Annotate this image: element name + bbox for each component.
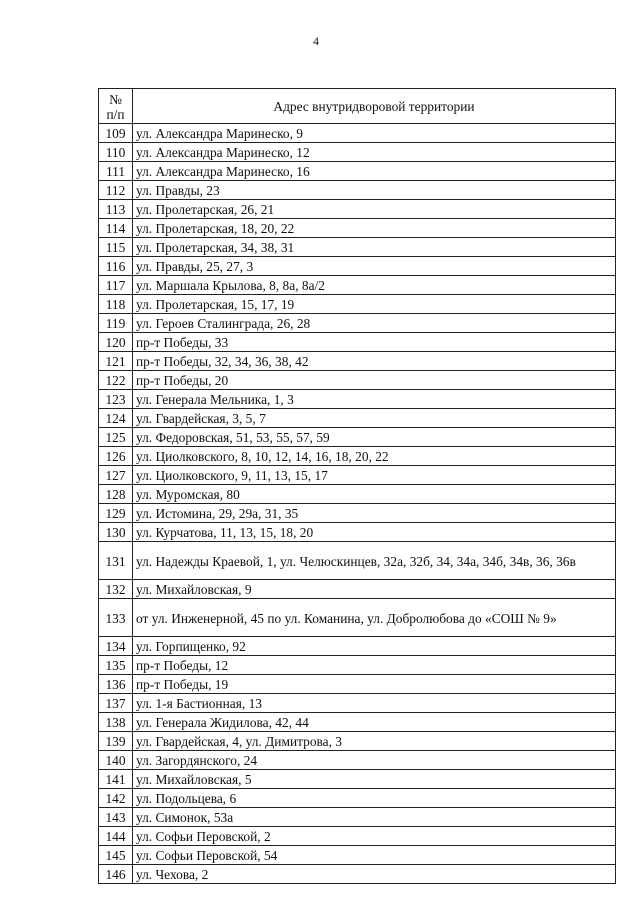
table-row: [99, 713, 616, 732]
row-number: 115: [99, 238, 133, 257]
row-number: 123: [99, 390, 133, 409]
row-address: ул. Пролетарская, 26, 21: [133, 200, 616, 219]
header-number-sign: №: [109, 91, 122, 107]
row-number: 135: [99, 656, 133, 675]
row-address: ул. Александра Маринеско, 16: [133, 162, 616, 181]
row-number: 144: [99, 827, 133, 846]
row-address: ул. Циолковского, 9, 11, 13, 15, 17: [133, 466, 616, 485]
table-row: [99, 428, 616, 447]
table-row: [99, 637, 616, 656]
table-row: [99, 447, 616, 466]
row-address: ул. 1-я Бастионная, 13: [133, 694, 616, 713]
table-row: [99, 656, 616, 675]
row-number: 146: [99, 865, 133, 884]
row-number: 138: [99, 713, 133, 732]
row-address: ул. Загордянского, 24: [133, 751, 616, 770]
row-address: ул. Софьи Перовской, 2: [133, 827, 616, 846]
row-address: ул. Горпищенко, 92: [133, 637, 616, 656]
row-number: 125: [99, 428, 133, 447]
table-row: [99, 371, 616, 390]
row-number: 131: [99, 542, 133, 580]
header-number-abbr: п/п: [106, 106, 125, 122]
header-address: Адрес внутридворовой территории: [133, 89, 616, 124]
table-row: [99, 143, 616, 162]
table-row: [99, 542, 616, 580]
table-row: [99, 352, 616, 371]
row-address: пр-т Победы, 33: [133, 333, 616, 352]
table-row: [99, 181, 616, 200]
row-address: ул. Софьи Перовской, 54: [133, 846, 616, 865]
table-row: [99, 409, 616, 428]
row-number: 143: [99, 808, 133, 827]
table-row: [99, 504, 616, 523]
row-address: ул. Гвардейская, 3, 5, 7: [133, 409, 616, 428]
row-address: ул. Правды, 23: [133, 181, 616, 200]
table-row: [99, 694, 616, 713]
row-address: ул. Михайловская, 5: [133, 770, 616, 789]
row-address: ул. Генерала Жидилова, 42, 44: [133, 713, 616, 732]
table-row: [99, 466, 616, 485]
row-number: 128: [99, 485, 133, 504]
row-number: 132: [99, 580, 133, 599]
table-row: [99, 580, 616, 599]
row-address: ул. Подольцева, 6: [133, 789, 616, 808]
row-address: пр-т Победы, 20: [133, 371, 616, 390]
table-row: [99, 846, 616, 865]
table-row: [99, 751, 616, 770]
row-number: 129: [99, 504, 133, 523]
row-number: 130: [99, 523, 133, 542]
row-number: 110: [99, 143, 133, 162]
table-row: [99, 162, 616, 181]
table-row: [99, 219, 616, 238]
row-number: 141: [99, 770, 133, 789]
row-address: ул. Пролетарская, 15, 17, 19: [133, 295, 616, 314]
table-row: [99, 732, 616, 751]
table-row: [99, 124, 616, 143]
header-row: [99, 89, 616, 124]
row-address: ул. Михайловская, 9: [133, 580, 616, 599]
row-address: ул. Героев Сталинграда, 26, 28: [133, 314, 616, 333]
row-number: 137: [99, 694, 133, 713]
table-header: [99, 89, 616, 124]
table-row: [99, 827, 616, 846]
row-address: ул. Федоровская, 51, 53, 55, 57, 59: [133, 428, 616, 447]
row-number: 134: [99, 637, 133, 656]
row-number: 119: [99, 314, 133, 333]
table-row: [99, 675, 616, 694]
row-address: ул. Муромская, 80: [133, 485, 616, 504]
row-address: ул. Пролетарская, 18, 20, 22: [133, 219, 616, 238]
row-address: ул. Пролетарская, 34, 38, 31: [133, 238, 616, 257]
row-address: ул. Правды, 25, 27, 3: [133, 257, 616, 276]
table-row: [99, 808, 616, 827]
row-address: ул. Александра Маринеско, 9: [133, 124, 616, 143]
row-address: ул. Генерала Мельника, 1, 3: [133, 390, 616, 409]
row-address: ул. Маршала Крылова, 8, 8а, 8а/2: [133, 276, 616, 295]
table-row: [99, 238, 616, 257]
table-row: [99, 865, 616, 884]
row-address: пр-т Победы, 19: [133, 675, 616, 694]
row-number: 126: [99, 447, 133, 466]
row-address: ул. Циолковского, 8, 10, 12, 14, 16, 18, 20, 22: [133, 447, 616, 466]
row-number: 109: [99, 124, 133, 143]
row-address: ул. Гвардейская, 4, ул. Димитрова, 3: [133, 732, 616, 751]
row-number: 113: [99, 200, 133, 219]
table-row: [99, 276, 616, 295]
table-row: [99, 485, 616, 504]
row-address: ул. Курчатова, 11, 13, 15, 18, 20: [133, 523, 616, 542]
table-body: [99, 124, 616, 884]
table-row: [99, 257, 616, 276]
address-table: [98, 88, 616, 884]
table-row: [99, 523, 616, 542]
row-number: 114: [99, 219, 133, 238]
table-row: [99, 770, 616, 789]
row-number: 136: [99, 675, 133, 694]
row-number: 111: [99, 162, 133, 181]
row-number: 127: [99, 466, 133, 485]
row-number: 140: [99, 751, 133, 770]
table-row: [99, 789, 616, 808]
row-address: ул. Чехова, 2: [133, 865, 616, 884]
row-number: 139: [99, 732, 133, 751]
row-number: 122: [99, 371, 133, 390]
table-row: [99, 295, 616, 314]
row-number: 124: [99, 409, 133, 428]
header-number: [99, 89, 133, 124]
row-number: 133: [99, 599, 133, 637]
row-address: пр-т Победы, 12: [133, 656, 616, 675]
table-row: [99, 314, 616, 333]
row-number: 118: [99, 295, 133, 314]
table-row: [99, 333, 616, 352]
table-row: [99, 599, 616, 637]
row-address: ул. Симонок, 53а: [133, 808, 616, 827]
row-address: ул. Александра Маринеско, 12: [133, 143, 616, 162]
row-number: 117: [99, 276, 133, 295]
table-row: [99, 200, 616, 219]
row-number: 121: [99, 352, 133, 371]
page-number: 4: [313, 34, 319, 48]
row-address: ул. Надежды Краевой, 1, ул. Челюскинцев, 32а, 32б, 34, 34а, 34б, 34в, 36, 36в: [133, 542, 616, 580]
row-number: 116: [99, 257, 133, 276]
table-row: [99, 390, 616, 409]
row-number: 142: [99, 789, 133, 808]
row-number: 112: [99, 181, 133, 200]
row-address: ул. Истомина, 29, 29а, 31, 35: [133, 504, 616, 523]
row-address: от ул. Инженерной, 45 по ул. Команина, ул. Добролюбова до «СОШ № 9»: [133, 599, 616, 637]
row-number: 120: [99, 333, 133, 352]
row-address: пр-т Победы, 32, 34, 36, 38, 42: [133, 352, 616, 371]
row-number: 145: [99, 846, 133, 865]
